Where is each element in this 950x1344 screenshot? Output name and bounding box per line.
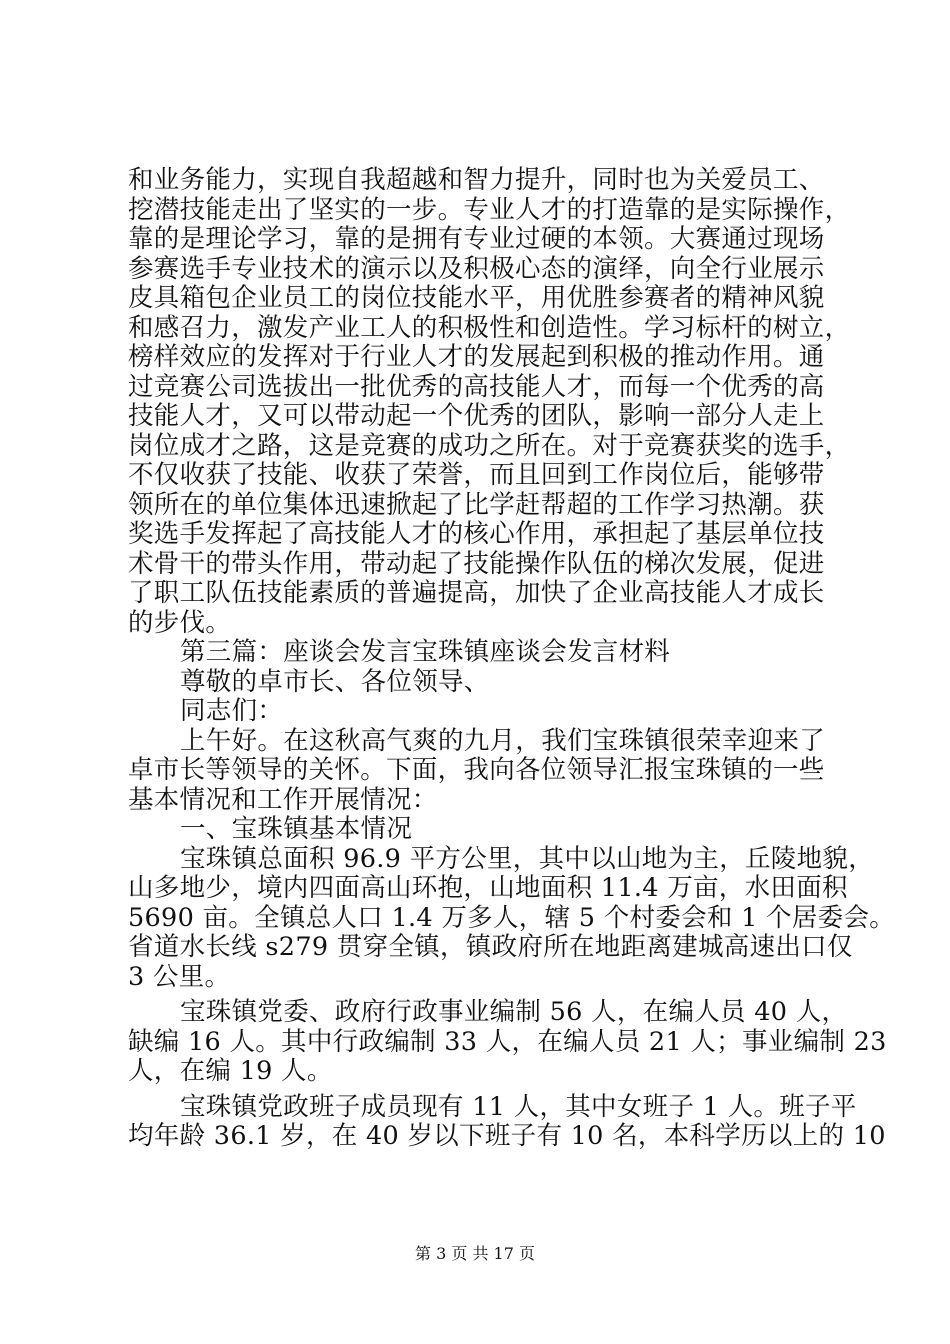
text-line: 了职工队伍技能素质的普遍提高，加快了企业高技能人才成长 [128, 578, 825, 608]
text-line: 挖潜技能走出了坚实的一步。专业人才的打造靠的是实际操作， [128, 194, 851, 225]
text-line: 奖选手发挥起了高技能人才的核心作用，承担起了基层单位技 [128, 519, 825, 549]
text-line: 上午好。在这秋高气爽的九月，我们宝珠镇很荣幸迎来了 [180, 725, 826, 756]
salutation: 同志们： [180, 696, 284, 726]
text-line: 宝珠镇总面积 96.9 平方公里，其中以山地为主，丘陵地貌， [180, 843, 874, 874]
text-line: 均年龄 36.1 岁，在 40 岁以下班子有 10 名，本科学历以上的 10 [128, 1121, 886, 1151]
text-line: 宝珠镇党政班子成员现有 11 人，其中女班子 1 人。班子平 [180, 1091, 857, 1122]
text-line: 宝珠镇党委、政府行政事业编制 56 人，在编人员 40 人， [180, 997, 848, 1027]
text-line: 技能人才，又可以带动起一个优秀的团队，影响一部分人走上 [128, 401, 825, 431]
text-line: 不仅收获了技能、收获了荣誉，而且回到工作岗位后，能够带 [128, 460, 825, 490]
text-line: 过竞赛公司选拔出一批优秀的高技能人才，而每一个优秀的高 [128, 371, 825, 402]
section-heading: 第三篇：座谈会发言宝珠镇座谈会发言材料 [180, 637, 671, 667]
text-line: 术骨干的带头作用，带动起了技能操作队伍的梯次发展，促进 [128, 548, 825, 579]
text-line: 榜样效应的发挥对于行业人才的发展起到积极的推动作用。通 [128, 342, 825, 372]
text-line: 和感召力，激发产业工人的积极性和创造性。学习标杆的树立， [128, 312, 851, 343]
document-body [128, 165, 896, 1152]
text-line: 省道水长线 s279 贯穿全镇，镇政府所在地距离建城高速出口仅 [128, 932, 853, 962]
text-line: 的步伐。 [128, 607, 232, 638]
text-line: 3 公里。 [128, 961, 231, 992]
text-line: 人，在编 19 人。 [128, 1056, 333, 1086]
text-line: 山多地少，境内四面高山环抱，山地面积 11.4 万亩，水田面积 [128, 873, 848, 903]
text-line: 基本情况和工作开展情况： [128, 784, 438, 815]
text-line: 岗位成才之路，这是竞赛的成功之所在。对于竞赛获奖的选手， [128, 430, 851, 461]
text-line: 卓市长等领导的关怀。下面，我向各位领导汇报宝珠镇的一些 [128, 755, 825, 785]
text-line: 5690 亩。全镇总人口 1.4 万多人，辖 5 个村委会和 1 个居委会。 [128, 902, 896, 933]
page-number-footer: 第 3 页 共 17 页 [415, 1244, 535, 1263]
text-line: 缺编 16 人。其中行政编制 33 人，在编人员 21 人；事业编制 23 [128, 1026, 887, 1057]
text-line: 参赛选手专业技术的演示以及积极心态的演绎，向全行业展示 [128, 253, 825, 284]
text-line: 领所在的单位集体迅速掀起了比学赶帮超的工作学习热潮。获 [128, 489, 825, 520]
text-line: 皮具箱包企业员工的岗位技能水平，用优胜参赛者的精神风貌 [128, 283, 825, 313]
text-line: 靠的是理论学习，靠的是拥有专业过硬的本领。大赛通过现场 [128, 224, 825, 254]
text-line: 和业务能力，实现自我超越和智力提升，同时也为关爱员工、 [128, 165, 825, 195]
subsection-heading: 一、宝珠镇基本情况 [180, 814, 413, 844]
salutation: 尊敬的卓市长、各位领导、 [180, 666, 490, 697]
